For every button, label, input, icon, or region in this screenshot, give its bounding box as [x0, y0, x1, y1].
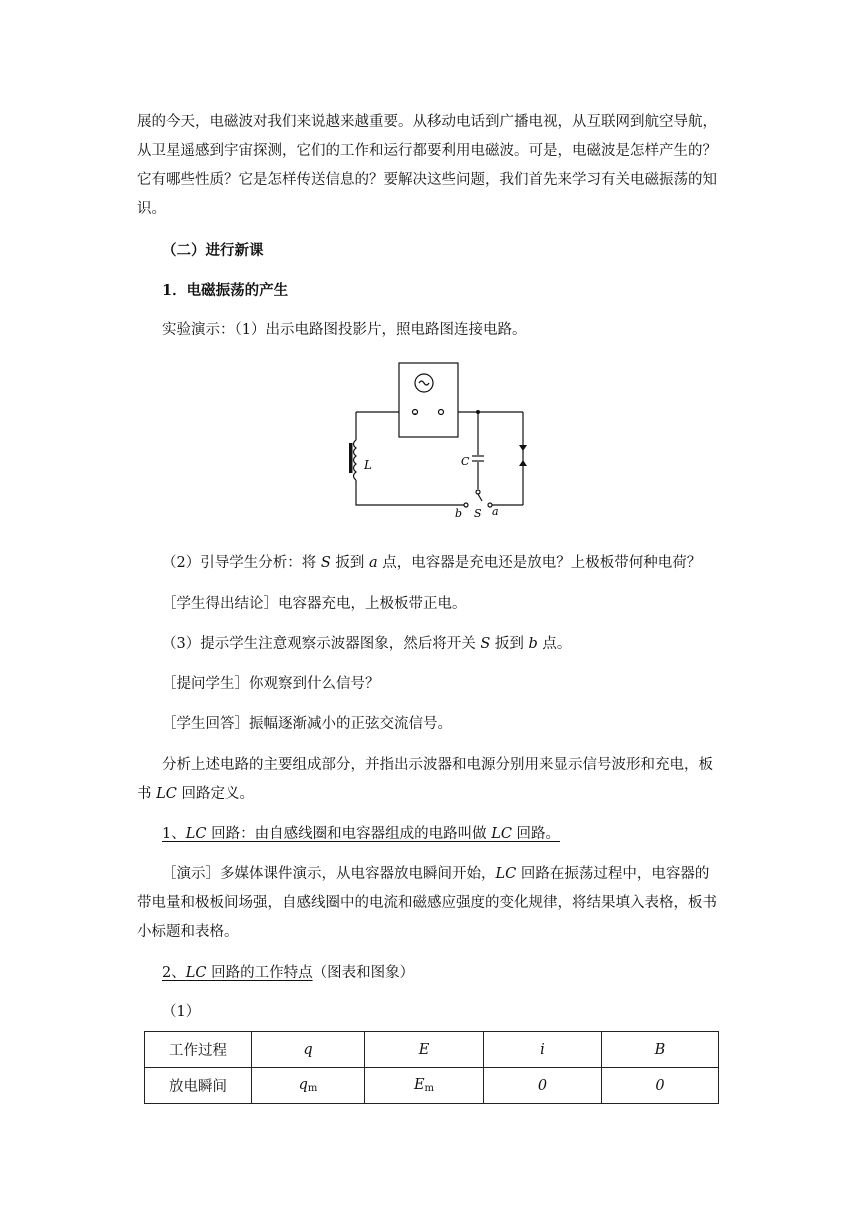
oscilloscope-box: [399, 363, 458, 437]
label-b: b: [455, 507, 463, 520]
inductor-coil: [354, 440, 357, 480]
q2-prefix: （2）引导学生分析：将: [162, 555, 321, 571]
intro-line-4: 识。: [137, 201, 166, 217]
analysis-lc: LC: [156, 786, 177, 802]
def2-mid: 回路的工作特点: [206, 965, 313, 981]
header-cell: q: [252, 1032, 365, 1068]
question-2: [162, 549, 701, 578]
def1-mid: 回路：由自感线圈和电容器组成的电路叫做: [206, 826, 492, 842]
q3-b: b: [528, 636, 538, 652]
q3-suffix: 点。: [537, 636, 572, 652]
cell-e: E: [413, 1077, 425, 1093]
demo2-prefix: ［演示］多媒体课件演示，从电容器放电瞬间开始，: [162, 866, 496, 882]
def1-prefix: 1、: [162, 826, 186, 842]
demo2-line-3: 小标题和表格。: [137, 924, 239, 940]
label-S: S: [474, 507, 482, 520]
cell-q-sub: m: [307, 1083, 318, 1094]
def1-suffix: 回路。: [511, 826, 561, 842]
lc-table: [144, 1031, 719, 1104]
analysis-prefix: 书: [137, 786, 157, 802]
switch-pivot: [476, 490, 480, 494]
intro-line-2: 从卫星遥感到宇宙探测，它们的工作和运行都要利用电磁波。可是，电磁波是怎样产生的？: [137, 143, 717, 159]
switch-contact-b: [464, 503, 468, 507]
table-cell: 0: [602, 1068, 719, 1104]
definition-1: [162, 820, 560, 849]
def2-suffix: （图表和图象）: [312, 965, 415, 981]
analysis-suffix: 回路定义。: [176, 786, 254, 802]
student-conclusion: ［学生得出结论］电容器充电，上极板带正电。: [162, 596, 467, 612]
q2-a: a: [369, 555, 378, 571]
table-cell: [365, 1068, 484, 1104]
item-1: （1）: [162, 1004, 201, 1020]
label-a: a: [492, 505, 499, 518]
header-cell: i: [484, 1032, 602, 1068]
demo2-line-2: 带电量和极板间场强，自感线圈中的电流和磁感应强度的变化规律，将结果填入表格，板书: [137, 895, 717, 911]
section-heading: （二）进行新课: [162, 242, 264, 259]
definition-2: [162, 959, 414, 988]
demo-line: 实验演示：（1）出示电路图投影片，照电路图连接电路。: [162, 322, 527, 338]
q3-mid: 扳到: [490, 636, 529, 652]
q3-prefix: （3）提示学生注意观察示波器图象，然后将开关: [162, 636, 481, 652]
q2-s: S: [320, 555, 331, 571]
header-cell: 工作过程: [145, 1032, 252, 1068]
table-row: [145, 1068, 719, 1104]
subsection-heading: 1．电磁振荡的产生: [162, 282, 289, 299]
demo2-line-1: [162, 860, 709, 889]
def2-prefix: 2、: [162, 965, 186, 981]
analysis-line-2: [137, 780, 254, 809]
cell-e-sub: m: [424, 1083, 435, 1094]
table-cell: 0: [484, 1068, 602, 1104]
question-3: [162, 630, 571, 659]
q2-suffix: 点，电容器是充电还是放电？上极板带何种电荷？: [377, 555, 702, 571]
analysis-line-1: 分析上述电路的主要组成部分，并指出示波器和电源分别用来显示信号波形和充电，板: [162, 757, 713, 773]
def1-lc-1: LC: [185, 826, 207, 842]
def1-lc-2: LC: [491, 826, 512, 842]
demo2-lc: LC: [495, 866, 517, 882]
demo2-suffix: 回路在振荡过程中，电容器的: [516, 866, 710, 882]
ask-students: ［提问学生］你观察到什么信号？: [162, 676, 380, 692]
intro-line-3: 它有哪些性质？它是怎样传送信息的？要解决这些问题，我们首先来学习有关电磁振荡的知: [137, 172, 717, 188]
header-cell: B: [602, 1032, 719, 1068]
terminal-right: [439, 410, 444, 415]
table-header-row: [145, 1032, 719, 1068]
student-answer: ［学生回答］振幅逐渐减小的正弦交流信号。: [162, 716, 452, 732]
q3-s: S: [480, 636, 491, 652]
label-L: L: [364, 458, 372, 472]
label-C: C: [461, 455, 470, 468]
header-cell: E: [365, 1032, 484, 1068]
q2-mid: 扳到: [330, 555, 369, 571]
def2-underlined: [162, 965, 313, 981]
intro-line-1: 展的今天，电磁波对我们来说越来越重要。从移动电话到广播电视，从互联网到航空导航，: [137, 114, 717, 130]
lc-circuit-diagram: [340, 355, 540, 525]
table-cell: [252, 1068, 365, 1104]
cell-q: q: [298, 1077, 308, 1093]
def2-lc: LC: [185, 965, 207, 981]
table-cell: 放电瞬间: [145, 1068, 252, 1104]
